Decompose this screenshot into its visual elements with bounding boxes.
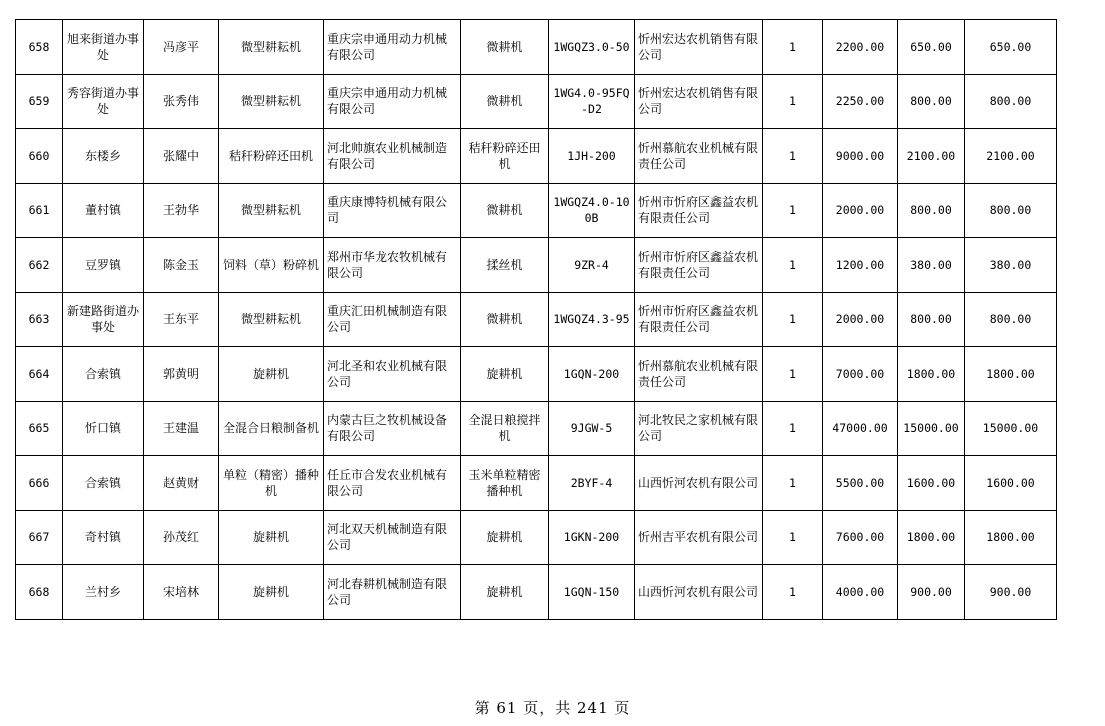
quantity-cell: 1	[763, 20, 823, 75]
machine-category-cell: 旋耕机	[219, 510, 324, 565]
product-name-cell: 旋耕机	[461, 510, 549, 565]
applicant-name-cell: 王东平	[144, 292, 219, 347]
applicant-name-cell: 陈金玉	[144, 238, 219, 293]
row-seq-cell: 662	[16, 238, 63, 293]
table-row	[16, 347, 1057, 402]
total-subsidy-cell: 2100.00	[965, 129, 1057, 184]
model-cell: 1GKN-200	[549, 510, 635, 565]
machine-category-cell: 微型耕耘机	[219, 183, 324, 238]
applicant-name-cell: 张耀中	[144, 129, 219, 184]
model-cell: 9ZR-4	[549, 238, 635, 293]
central-subsidy-cell: 800.00	[898, 292, 965, 347]
dealer-cell: 忻州市忻府区鑫益农机有限责任公司	[635, 183, 763, 238]
product-name-cell: 玉米单粒精密播种机	[461, 456, 549, 511]
dealer-cell: 忻州宏达农机销售有限公司	[635, 74, 763, 129]
applicant-name-cell: 孙茂红	[144, 510, 219, 565]
quantity-cell: 1	[763, 129, 823, 184]
applicant-name-cell: 王勃华	[144, 183, 219, 238]
total-subsidy-cell: 800.00	[965, 74, 1057, 129]
central-subsidy-cell: 1800.00	[898, 510, 965, 565]
central-subsidy-cell: 1800.00	[898, 347, 965, 402]
applicant-name-cell: 冯彦平	[144, 20, 219, 75]
price-cell: 4000.00	[823, 565, 898, 620]
row-seq-cell: 658	[16, 20, 63, 75]
manufacturer-cell: 河北春耕机械制造有限公司	[324, 565, 461, 620]
total-subsidy-cell: 380.00	[965, 238, 1057, 293]
product-name-cell: 微耕机	[461, 20, 549, 75]
town-cell: 东楼乡	[63, 129, 144, 184]
machine-category-cell: 旋耕机	[219, 565, 324, 620]
town-cell: 秀容街道办事处	[63, 74, 144, 129]
product-name-cell: 微耕机	[461, 292, 549, 347]
quantity-cell: 1	[763, 565, 823, 620]
table-row	[16, 129, 1057, 184]
row-seq-cell: 660	[16, 129, 63, 184]
total-subsidy-cell: 800.00	[965, 292, 1057, 347]
manufacturer-cell: 重庆宗申通用动力机械有限公司	[324, 74, 461, 129]
row-seq-cell: 661	[16, 183, 63, 238]
dealer-cell: 忻州宏达农机销售有限公司	[635, 20, 763, 75]
total-subsidy-cell: 650.00	[965, 20, 1057, 75]
town-cell: 新建路街道办事处	[63, 292, 144, 347]
price-cell: 7600.00	[823, 510, 898, 565]
model-cell: 9JGW-5	[549, 401, 635, 456]
total-subsidy-cell: 1800.00	[965, 347, 1057, 402]
dealer-cell: 忻州吉平农机有限公司	[635, 510, 763, 565]
town-cell: 旭来街道办事处	[63, 20, 144, 75]
machine-category-cell: 全混合日粮制备机	[219, 401, 324, 456]
machine-category-cell: 旋耕机	[219, 347, 324, 402]
row-seq-cell: 666	[16, 456, 63, 511]
product-name-cell: 秸秆粉碎还田机	[461, 129, 549, 184]
town-cell: 兰村乡	[63, 565, 144, 620]
total-subsidy-cell: 800.00	[965, 183, 1057, 238]
model-cell: 1GQN-200	[549, 347, 635, 402]
town-cell: 忻口镇	[63, 401, 144, 456]
dealer-cell: 忻州慕航农业机械有限责任公司	[635, 347, 763, 402]
dealer-cell: 忻州市忻府区鑫益农机有限责任公司	[635, 292, 763, 347]
applicant-name-cell: 王建温	[144, 401, 219, 456]
model-cell: 1JH-200	[549, 129, 635, 184]
manufacturer-cell: 内蒙古巨之牧机械设备有限公司	[324, 401, 461, 456]
table-row	[16, 74, 1057, 129]
model-cell: 2BYF-4	[549, 456, 635, 511]
model-cell: 1WGQZ4.0-100B	[549, 183, 635, 238]
table-row	[16, 238, 1057, 293]
town-cell: 董村镇	[63, 183, 144, 238]
row-seq-cell: 663	[16, 292, 63, 347]
price-cell: 2000.00	[823, 292, 898, 347]
dealer-cell: 河北牧民之家机械有限公司	[635, 401, 763, 456]
manufacturer-cell: 重庆汇田机械制造有限公司	[324, 292, 461, 347]
central-subsidy-cell: 800.00	[898, 74, 965, 129]
table-row	[16, 510, 1057, 565]
applicant-name-cell: 张秀伟	[144, 74, 219, 129]
machine-category-cell: 微型耕耘机	[219, 74, 324, 129]
town-cell: 豆罗镇	[63, 238, 144, 293]
subsidy-records-table	[15, 19, 1057, 620]
central-subsidy-cell: 15000.00	[898, 401, 965, 456]
total-subsidy-cell: 15000.00	[965, 401, 1057, 456]
quantity-cell: 1	[763, 238, 823, 293]
price-cell: 5500.00	[823, 456, 898, 511]
price-cell: 47000.00	[823, 401, 898, 456]
table-body	[16, 20, 1057, 620]
quantity-cell: 1	[763, 183, 823, 238]
quantity-cell: 1	[763, 74, 823, 129]
dealer-cell: 山西忻河农机有限公司	[635, 456, 763, 511]
model-cell: 1WG4.0-95FQ-D2	[549, 74, 635, 129]
price-cell: 1200.00	[823, 238, 898, 293]
total-subsidy-cell: 900.00	[965, 565, 1057, 620]
central-subsidy-cell: 1600.00	[898, 456, 965, 511]
model-cell: 1WGQZ4.3-95	[549, 292, 635, 347]
dealer-cell: 忻州慕航农业机械有限责任公司	[635, 129, 763, 184]
town-cell: 合索镇	[63, 456, 144, 511]
machine-category-cell: 秸秆粉碎还田机	[219, 129, 324, 184]
central-subsidy-cell: 380.00	[898, 238, 965, 293]
product-name-cell: 旋耕机	[461, 347, 549, 402]
quantity-cell: 1	[763, 401, 823, 456]
product-name-cell: 揉丝机	[461, 238, 549, 293]
price-cell: 2200.00	[823, 20, 898, 75]
manufacturer-cell: 河北双天机械制造有限公司	[324, 510, 461, 565]
machine-category-cell: 微型耕耘机	[219, 20, 324, 75]
total-subsidy-cell: 1800.00	[965, 510, 1057, 565]
manufacturer-cell: 重庆康博特机械有限公司	[324, 183, 461, 238]
machine-category-cell: 单粒（精密）播种机	[219, 456, 324, 511]
central-subsidy-cell: 800.00	[898, 183, 965, 238]
total-subsidy-cell: 1600.00	[965, 456, 1057, 511]
row-seq-cell: 664	[16, 347, 63, 402]
applicant-name-cell: 宋培林	[144, 565, 219, 620]
table-row	[16, 456, 1057, 511]
price-cell: 7000.00	[823, 347, 898, 402]
model-cell: 1WGQZ3.0-50	[549, 20, 635, 75]
price-cell: 2250.00	[823, 74, 898, 129]
central-subsidy-cell: 900.00	[898, 565, 965, 620]
applicant-name-cell: 郭黄明	[144, 347, 219, 402]
machine-category-cell: 微型耕耘机	[219, 292, 324, 347]
quantity-cell: 1	[763, 510, 823, 565]
table-row	[16, 292, 1057, 347]
product-name-cell: 全混日粮搅拌机	[461, 401, 549, 456]
row-seq-cell: 668	[16, 565, 63, 620]
central-subsidy-cell: 650.00	[898, 20, 965, 75]
product-name-cell: 微耕机	[461, 74, 549, 129]
product-name-cell: 旋耕机	[461, 565, 549, 620]
manufacturer-cell: 郑州市华龙农牧机械有限公司	[324, 238, 461, 293]
table-row	[16, 20, 1057, 75]
product-name-cell: 微耕机	[461, 183, 549, 238]
quantity-cell: 1	[763, 292, 823, 347]
price-cell: 2000.00	[823, 183, 898, 238]
row-seq-cell: 667	[16, 510, 63, 565]
dealer-cell: 忻州市忻府区鑫益农机有限责任公司	[635, 238, 763, 293]
row-seq-cell: 659	[16, 74, 63, 129]
town-cell: 合索镇	[63, 347, 144, 402]
manufacturer-cell: 重庆宗申通用动力机械有限公司	[324, 20, 461, 75]
quantity-cell: 1	[763, 347, 823, 402]
applicant-name-cell: 赵黄财	[144, 456, 219, 511]
manufacturer-cell: 任丘市合发农业机械有限公司	[324, 456, 461, 511]
quantity-cell: 1	[763, 456, 823, 511]
table-row	[16, 183, 1057, 238]
price-cell: 9000.00	[823, 129, 898, 184]
dealer-cell: 山西忻河农机有限公司	[635, 565, 763, 620]
table-row	[16, 401, 1057, 456]
page-number-footer: 第 61 页，共 241 页	[474, 699, 631, 717]
table-row	[16, 565, 1057, 620]
manufacturer-cell: 河北帅旗农业机械制造有限公司	[324, 129, 461, 184]
row-seq-cell: 665	[16, 401, 63, 456]
machine-category-cell: 饲料（草）粉碎机	[219, 238, 324, 293]
manufacturer-cell: 河北圣和农业机械有限公司	[324, 347, 461, 402]
central-subsidy-cell: 2100.00	[898, 129, 965, 184]
town-cell: 奇村镇	[63, 510, 144, 565]
model-cell: 1GQN-150	[549, 565, 635, 620]
